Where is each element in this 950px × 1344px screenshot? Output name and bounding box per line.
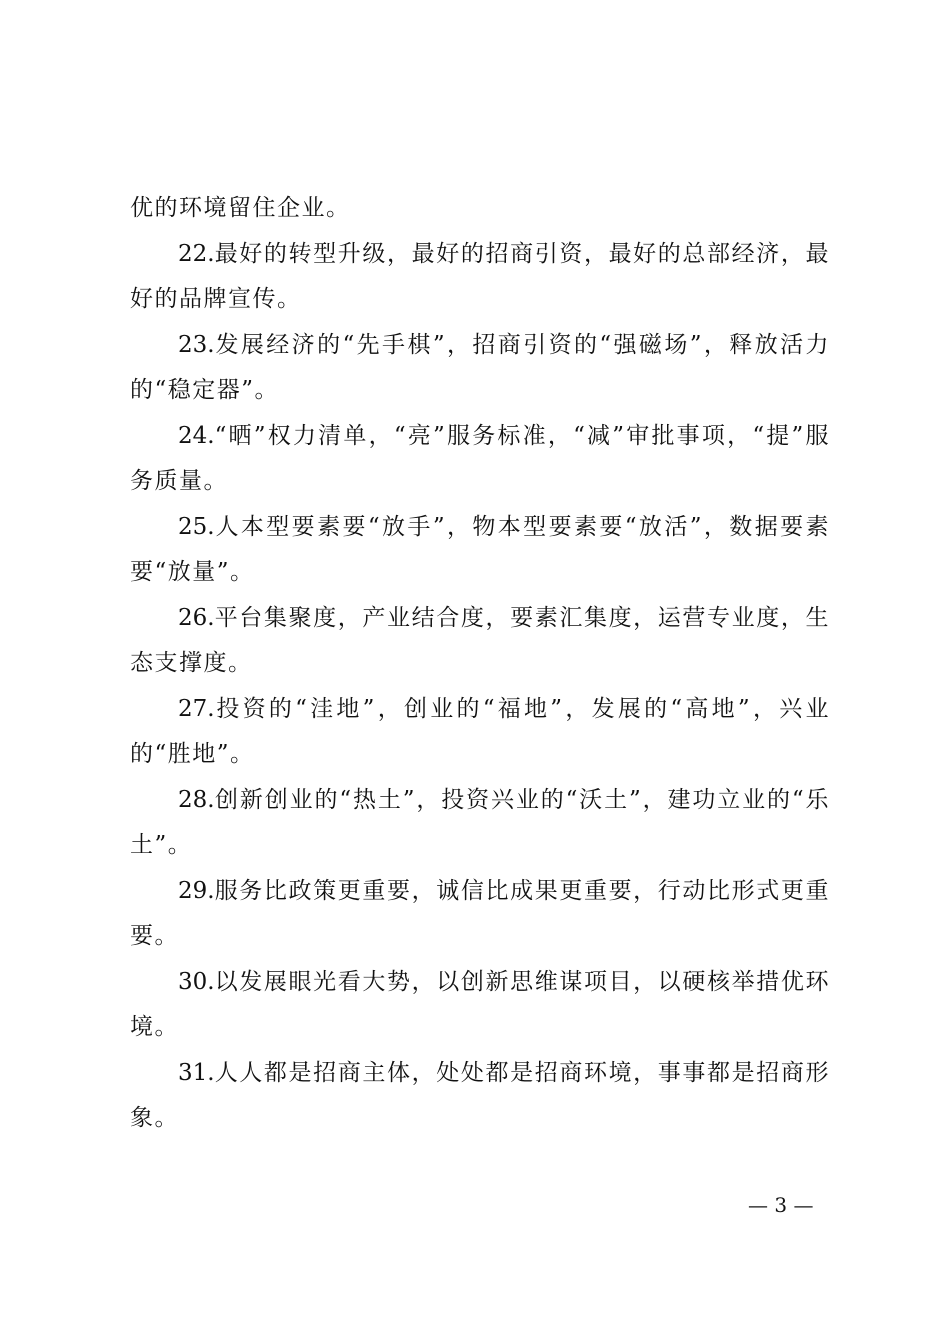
body-text bbox=[130, 186, 830, 1142]
paragraph-29 bbox=[130, 869, 830, 960]
paragraph-26 bbox=[130, 596, 830, 687]
paragraph-number: 23. bbox=[178, 331, 215, 358]
paragraph-number: 24. bbox=[178, 422, 215, 449]
paragraph-27 bbox=[130, 687, 830, 778]
paragraph-text: 人人都是招商主体，处处都是招商环境，事事都是招商形象。 bbox=[130, 1059, 830, 1131]
paragraph-31 bbox=[130, 1051, 830, 1142]
paragraph-text: “晒”权力清单，“亮”服务标准，“减”审批事项，“提”服务质量。 bbox=[130, 422, 830, 494]
paragraph-25 bbox=[130, 505, 830, 596]
paragraph-number: 27. bbox=[178, 695, 215, 722]
paragraph-number: 26. bbox=[178, 604, 215, 631]
paragraph-23 bbox=[130, 323, 830, 414]
paragraph-text: 最好的转型升级，最好的招商引资，最好的总部经济，最好的品牌宣传。 bbox=[130, 240, 830, 312]
paragraph-30 bbox=[130, 960, 830, 1051]
paragraph-number: 28. bbox=[178, 786, 215, 813]
paragraph-text: 发展经济的“先手棋”，招商引资的“强磁场”，释放活力的“稳定器”。 bbox=[130, 331, 830, 403]
paragraph-text: 人本型要素要“放手”，物本型要素要“放活”，数据要素要“放量”。 bbox=[130, 513, 830, 585]
paragraph-continuation bbox=[130, 186, 830, 232]
paragraph-text: 投资的“洼地”，创业的“福地”，发展的“高地”，兴业的“胜地”。 bbox=[130, 695, 830, 767]
paragraph-text: 以发展眼光看大势，以创新思维谋项目，以硬核举措优环境。 bbox=[130, 968, 830, 1040]
paragraph-22 bbox=[130, 232, 830, 323]
paragraph-number: 30. bbox=[178, 968, 215, 995]
paragraph-text: 优的环境留住企业。 bbox=[130, 195, 351, 221]
page-number: — 3 — bbox=[748, 1193, 814, 1217]
paragraph-number: 25. bbox=[178, 513, 215, 540]
paragraph-number: 29. bbox=[178, 877, 215, 904]
paragraph-24 bbox=[130, 414, 830, 505]
paragraph-28 bbox=[130, 778, 830, 869]
paragraph-text: 服务比政策更重要，诚信比成果更重要，行动比形式更重要。 bbox=[130, 877, 830, 949]
paragraph-number: 31. bbox=[178, 1059, 215, 1086]
paragraph-text: 创新创业的“热土”，投资兴业的“沃土”，建功立业的“乐土”。 bbox=[130, 786, 830, 858]
paragraph-text: 平台集聚度，产业结合度，要素汇集度，运营专业度，生态支撑度。 bbox=[130, 604, 830, 676]
paragraph-number: 22. bbox=[178, 240, 215, 267]
